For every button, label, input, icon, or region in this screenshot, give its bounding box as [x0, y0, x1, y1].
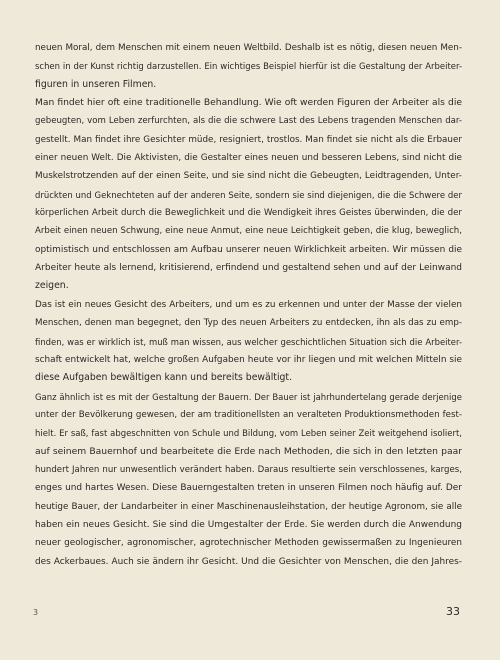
text-line: schaft entwickelt hat, welche großen Aufgaben heute vor ihr liegen und mit welchen Mitteln sie [35, 354, 462, 365]
text-line: Ganz ähnlich ist es mit der Gestaltung der Bauern. Der Bauer ist jahrhundertelang gerade derjenige [35, 391, 462, 402]
text-line: körperlichen Arbeit durch die Beweglichkeit und die Wendigkeit ihres Geistes überwinden, die der [35, 208, 462, 219]
text-line: neuen Moral, dem Menschen mit einem neuen Weltbild. Deshalb ist es nötig, diesen neuen Men- [35, 43, 462, 53]
text-line: enges und hartes Wesen. Diese Bauerngestalten treten in unseren Filmen noch häufig auf. Der [35, 483, 462, 494]
text-line: unter der Bevölkerung gewesen, der am traditionellsten an veralteten Produktionsmethoden fest- [35, 409, 462, 420]
text-line: einer neuen Welt. Die Aktivisten, die Gestalter eines neuen und besseren Lebens, sind nicht die [35, 153, 462, 164]
text-line: finden, was er wirklich ist, muß man wissen, aus welcher geschichtlichen Situation sich die Arbeiter- [35, 336, 462, 347]
text-line: Man findet hier oft eine traditionelle Behandlung. Wie oft werden Figuren der Arbeiter als die [35, 98, 462, 109]
text-line: auf seinem Bauernhof und bearbeitete die Erde nach Methoden, die sich in den letzten paar [35, 445, 462, 457]
text-line: des Ackerbaues. Auch sie ändern ihr Gesicht. Und die Gesichter von Menschen, die den Jahres- [35, 556, 462, 567]
text-line: neuer geologischer, agronomischer, agrotechnischer Methoden gewissermaßen zu Ingenieuren [35, 538, 462, 549]
text-line: hundert Jahren nur unwesentlich verändert haben. Daraus resultierte sein verschlossenes, karges, [35, 464, 462, 475]
text-line: heutige Bauer, der Landarbeiter in einer Maschinenausleihstation, der heutige Agronom, sie alle [35, 501, 462, 512]
text-line: diese Aufgaben bewältigen kann und bereits bewältigt. [35, 372, 293, 384]
text-line: schen in der Kunst richtig darzustellen. Ein wichtiges Beispiel hierfür ist die Gestaltung der Arbeiter- [35, 61, 462, 72]
text-line: Muskelstrotzenden auf der einen Seite, und sie sind nicht die Gebeugten, Leidtragenden, Unter- [35, 171, 462, 182]
body-text [35, 39, 462, 571]
text-line: figuren in unseren Filmen. [35, 78, 157, 90]
text-line: optimistisch und entschlossen am Aufbau unserer neuen Wirklichkeit arbeiten. Wir müssen die [35, 244, 462, 255]
text-line: Menschen, denen man begegnet, den Typ des neuen Arbeiters zu entdecken, ihn als das zu emp- [35, 318, 462, 329]
text-line: gebeugten, vom Leben zerfurchten, als die die schwere Last des Lebens tragenden Menschen dar- [35, 116, 462, 127]
text-line: Arbeiter heute als lernend, kritisierend, erfindend und gestaltend sehen und auf der Leinwand [35, 263, 462, 274]
text-line: haben ein neues Gesicht. Sie sind die Umgestalter der Erde. Sie werden durch die Anwendung [35, 519, 462, 530]
text-line: drückten und Geknechteten auf der anderen Seite, sondern sie sind diejenigen, die die Schwere der [35, 189, 462, 200]
page-number: 33 [446, 605, 460, 618]
text-line: Arbeit einen neuen Schwung, eine neue Anmut, eine neue Leichtigkeit geben, die klug, beweglich, [35, 226, 462, 237]
text-line: hielt. Er saß, fast abgeschnitten von Schule und Bildung, vom Leben seiner Zeit weitgehend isoliert, [35, 428, 462, 439]
text-line: gestellt. Man findet ihre Gesichter müde, resigniert, trostlos. Man findet sie nicht als die Erbauer [35, 134, 462, 145]
text-line: zeigen. [35, 280, 69, 292]
text-line: Das ist ein neues Gesicht des Arbeiters, und um es zu erkennen und unter der Masse der vielen [35, 299, 462, 310]
signature-mark: 3 [33, 608, 39, 617]
